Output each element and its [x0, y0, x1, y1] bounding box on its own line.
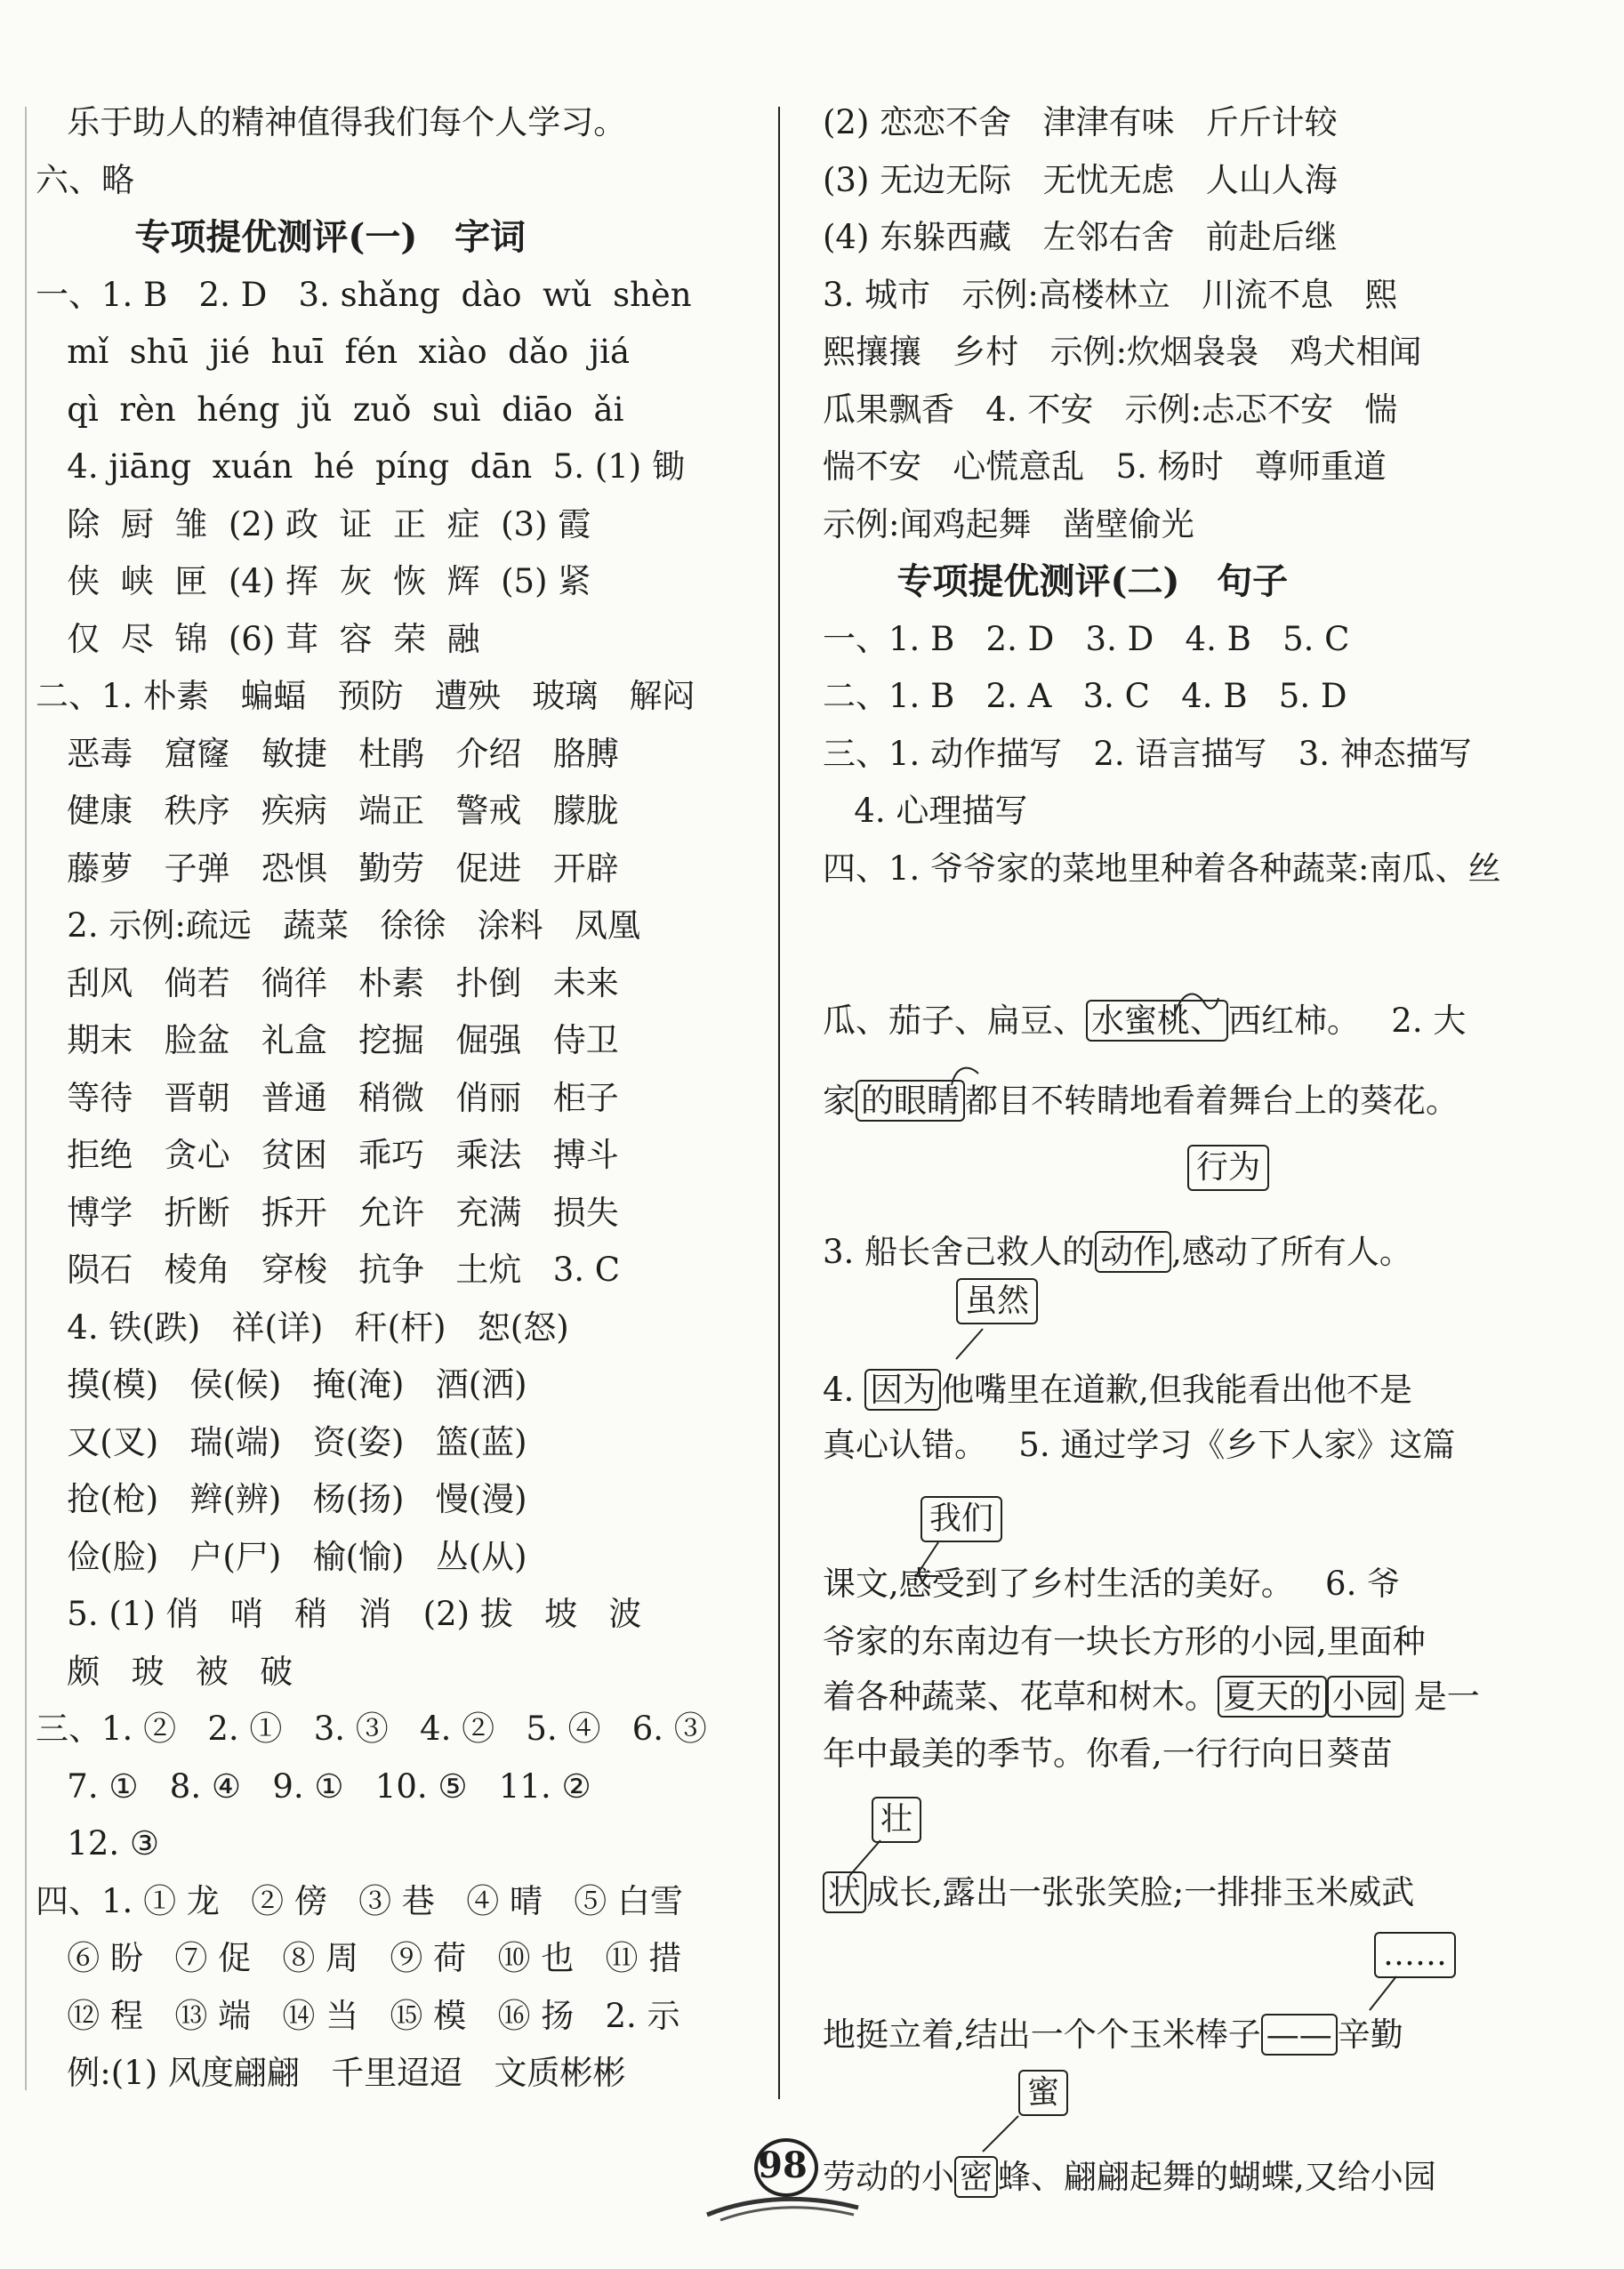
- insert-mark: [947, 1060, 983, 1087]
- answer-line: 摸(模) 侯(候) 掩(淹) 酒(洒): [36, 1365, 527, 1404]
- correction-tag: ……: [1374, 1932, 1456, 1978]
- answer-line: 惴不安 心慌意乱 5. 杨时 尊师重道: [823, 447, 1387, 486]
- answer-line: mǐ shū jié huī fén xiào dǎo jiá: [36, 333, 631, 371]
- correction-tag: 我们: [921, 1496, 1002, 1542]
- answer-line-q6a: 爷家的东南边有一块长方形的小园,里面种: [823, 1622, 1426, 1661]
- answer-line: 侠 峡 匣 (4) 挥 灰 恢 辉 (5) 紧: [36, 562, 591, 600]
- answer-line: 熙攘攘 乡村 示例:炊烟袅袅 鸡犬相闻: [823, 333, 1422, 371]
- answer-line: 乐于助人的精神值得我们每个人学习。: [36, 103, 627, 141]
- insert-mark: [965, 2114, 1027, 2154]
- answer-line: 六、略: [36, 160, 134, 199]
- answer-line: 3. 城市 示例:高楼林立 川流不息 熙: [823, 275, 1398, 314]
- answer-line: 7. ① 8. ④ 9. ① 10. ⑤ 11. ②: [36, 1766, 591, 1806]
- answer-line-q4: 4. 因为 他嘴里在道歉,但我能看出他不是: [823, 1371, 1412, 1409]
- left-edge-line: [25, 107, 27, 2090]
- answer-line: (3) 无边无际 无忧无虑 人山人海: [823, 160, 1338, 199]
- answer-line: 四、1. ① 龙 ② 傍 ③ 巷 ④ 晴 ⑤ 白雪: [36, 1881, 684, 1920]
- page-swoosh-decoration: [703, 2188, 863, 2224]
- answer-line: 仅 尽 锦 (6) 茸 容 荣 融: [36, 619, 480, 658]
- answer-line: 二、1. B 2. A 3. C 4. B 5. D: [823, 677, 1347, 715]
- answer-line: 三、1. 动作描写 2. 语言描写 3. 神态描写: [823, 734, 1472, 773]
- page-number: 98: [738, 2135, 827, 2197]
- answer-line: ⑥ 盼 ⑦ 促 ⑧ 周 ⑨ 荷 ⑩ 也 ⑪ 措: [36, 1939, 682, 1977]
- answer-line: 刮风 倘若 徜徉 朴素 扑倒 未来: [36, 963, 619, 1002]
- answer-line: 一、1. B 2. D 3. shǎng dào wǔ shèn: [36, 275, 692, 314]
- answer-line-q6d: 状 成长,露出一张张笑脸;一排排玉米威武: [823, 1870, 1414, 1916]
- answer-line: 2. 示例:疏远 蔬菜 徐徐 涂料 凤凰: [36, 906, 640, 945]
- correction-tag: 壮: [872, 1797, 921, 1843]
- answer-line: 等待 晋朝 普通 稍微 俏丽 柜子: [36, 1078, 619, 1117]
- correction-tag: 虽然: [956, 1278, 1038, 1324]
- answer-line: 一、1. B 2. D 3. D 4. B 5. C: [823, 619, 1350, 658]
- answer-line: 二、1. 朴素 蝙蝠 预防 遭殃 玻璃 解闷: [36, 677, 695, 715]
- answer-line: 博学 折断 拆开 允许 充满 损失: [36, 1193, 619, 1232]
- section-title: 专项提优测评(二) 句子: [823, 560, 1289, 602]
- answer-line: 4. 心理描写: [823, 792, 1028, 830]
- answer-line: 4. jiāng xuán hé píng dān 5. (1) 锄: [36, 447, 685, 486]
- answer-line: 陨石 棱角 穿梭 抗争 土炕 3. C: [36, 1251, 621, 1289]
- answer-line: 示例:闻鸡起舞 凿壁偷光: [823, 504, 1194, 543]
- answer-line-q2: 家 的眼睛 都目不转睛地看着舞台上的葵花。: [823, 1082, 1459, 1120]
- insert-mark: [921, 1327, 992, 1363]
- answer-line: 4. 铁(跌) 祥(详) 秆(杆) 恕(怒): [36, 1307, 569, 1347]
- correction-tag: 行为: [1187, 1145, 1269, 1191]
- answer-line-q4b: 真心认错。 5. 通过学习《乡下人家》这篇: [823, 1426, 1456, 1464]
- answer-line-q1b: 瓜、茄子、扁豆、 水蜜桃、 西红柿。 2. 大: [823, 1002, 1467, 1040]
- answer-line-q6b: 着各种蔬菜、花草和树木。 夏天的 小园 是一: [823, 1678, 1480, 1716]
- correction-tag: 蜜: [1018, 2070, 1068, 2116]
- answer-line: qì rèn héng jǔ zuǒ suì diāo ǎi: [36, 390, 624, 429]
- answer-line: 除 厨 雏 (2) 政 证 正 症 (3) 霞: [36, 504, 591, 543]
- answer-line: 恶毒 窟窿 敏捷 杜鹃 介绍 胳膊: [36, 734, 619, 773]
- answer-line: (4) 东躲西藏 左邻右舍 前赴后继: [823, 218, 1338, 256]
- answer-line: 瓜果飘香 4. 不安 示例:忐忑不安 惴: [823, 390, 1398, 429]
- answer-line: 12. ③: [36, 1824, 160, 1863]
- section-title: 专项提优测评(一) 字词: [36, 216, 527, 258]
- answer-line: 健康 秩序 疾病 端正 警戒 朦胧: [36, 792, 619, 830]
- answer-line: 又(叉) 瑞(端) 资(姿) 篮(蓝): [36, 1422, 527, 1461]
- answer-line-q6e: 地挺立着,结出一个个玉米棒子 —— 辛勤: [823, 2016, 1403, 2054]
- answer-line: (2) 恋恋不舍 津津有味 斤斤计较: [823, 103, 1338, 141]
- answer-line: ⑫ 程 ⑬ 端 ⑭ 当 ⑮ 模 ⑯ 扬 2. 示: [36, 1996, 680, 2035]
- column-divider: [778, 107, 780, 2099]
- answer-line: 抢(枪) 辫(辨) 杨(扬) 慢(漫): [36, 1480, 527, 1518]
- answer-line: 5. (1) 俏 哨 稍 消 (2) 拔 坡 波: [36, 1595, 642, 1633]
- insert-mark: [1356, 1975, 1410, 2015]
- answer-line: 期末 脸盆 礼盒 挖掘 倔强 侍卫: [36, 1021, 619, 1059]
- answer-line-q6f: 劳动的小 密 蜂、翩翩起舞的蝴蝶,又给小园: [823, 2158, 1436, 2196]
- insert-mark: [1170, 985, 1223, 1020]
- answer-line: 俭(脸) 户(尸) 榆(愉) 丛(从): [36, 1537, 527, 1576]
- answer-line-q3: 3. 船长舍己救人的 动作 ,感动了所有人。: [823, 1233, 1412, 1271]
- answer-line-q6c: 年中最美的季节。你看,一行行向日葵苗: [823, 1734, 1393, 1773]
- answer-line: 拒绝 贪心 贫困 乖巧 乘法 搏斗: [36, 1136, 619, 1174]
- answer-line: 藤萝 子弹 恐惧 勤劳 促进 开辟: [36, 849, 619, 888]
- answer-line-q5: 课文,感受到了乡村生活的美好。 6. 爷: [823, 1565, 1401, 1603]
- answer-line: 例:(1) 风度翩翩 千里迢迢 文质彬彬: [36, 2054, 626, 2092]
- answer-line: 颇 玻 被 破: [36, 1652, 293, 1691]
- answer-line: 四、1. 爷爷家的菜地里种着各种蔬菜:南瓜、丝: [823, 849, 1501, 888]
- answer-line: 三、1. ② 2. ① 3. ③ 4. ② 5. ④ 6. ③: [36, 1710, 707, 1748]
